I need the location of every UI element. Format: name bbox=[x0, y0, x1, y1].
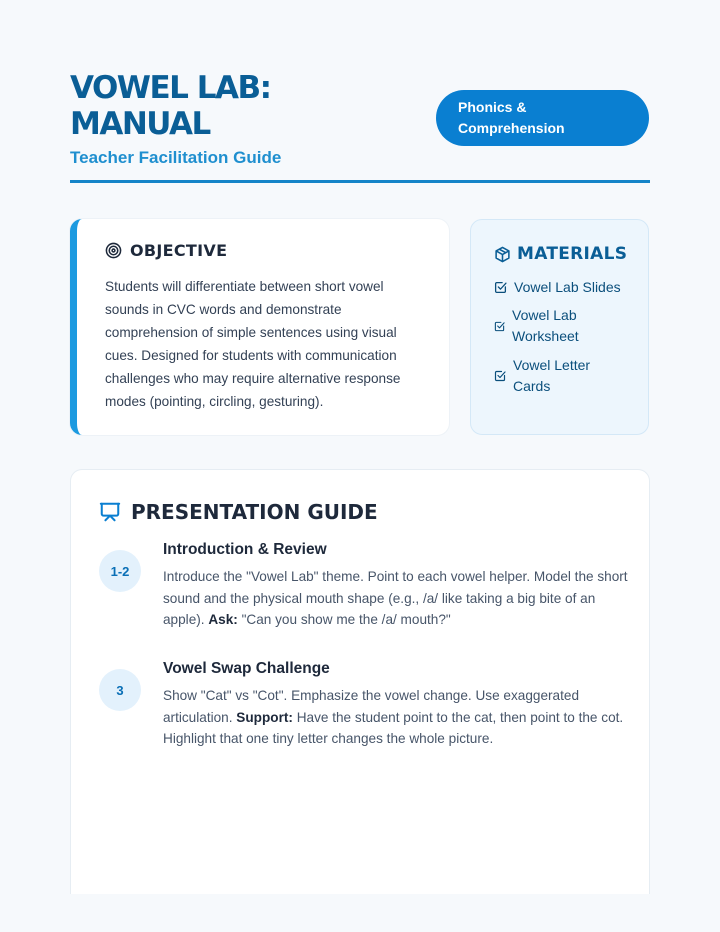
page-subtitle: Teacher Facilitation Guide bbox=[70, 148, 282, 167]
objective-header bbox=[105, 241, 227, 260]
step-number-badge: 3 bbox=[99, 669, 141, 711]
step-emphasis: Support: bbox=[236, 709, 293, 725]
material-item-line-1: Vowel Letter bbox=[513, 357, 591, 373]
material-item-line-1: Vowel Lab bbox=[512, 307, 577, 323]
step-title: Vowel Swap Challenge bbox=[163, 660, 330, 677]
topic-badge bbox=[436, 90, 649, 146]
presentation-guide-heading: PRESENTATION GUIDE bbox=[131, 500, 378, 524]
topic-badge-line-1: Phonics & bbox=[458, 99, 527, 115]
material-item-line-2: Cards bbox=[513, 378, 551, 394]
package-icon bbox=[494, 246, 511, 263]
material-item bbox=[494, 355, 590, 397]
step-description bbox=[163, 685, 629, 750]
objective-text: Students will differentiate between short vowel sounds in CVC words and demonstrate comprehension of simple sentences using visual cues. Designed for students with communication challenges who may require alternative response modes (pointing, circling, gesturing). bbox=[105, 279, 401, 409]
title-line-2: MANUAL bbox=[70, 106, 210, 142]
material-item-label bbox=[512, 305, 579, 347]
title-line-1: VOWEL LAB: bbox=[70, 70, 271, 106]
presentation-icon bbox=[99, 501, 121, 523]
topic-badge-line-2: Comprehension bbox=[458, 120, 565, 136]
materials-heading: MATERIALS bbox=[517, 244, 628, 264]
material-item-label: Vowel Lab Slides bbox=[514, 279, 621, 295]
step-description bbox=[163, 566, 629, 631]
presentation-guide-header bbox=[99, 500, 378, 524]
material-item-line-2: Worksheet bbox=[512, 328, 579, 344]
step-text: Show "Cat" vs "Cot". Emphasize the vowel change. Use exaggerated articulation. bbox=[163, 688, 580, 725]
checkbox-icon bbox=[494, 281, 507, 294]
material-item bbox=[494, 277, 621, 298]
step-text: Have the student point to the cat, then point to the cot. Highlight that one tiny letter changes the whole picture. bbox=[163, 709, 624, 746]
checkbox-icon bbox=[494, 370, 506, 382]
step-number-badge: 1-2 bbox=[99, 550, 141, 592]
materials-card bbox=[470, 219, 649, 435]
step-emphasis: Ask: bbox=[208, 612, 238, 627]
page-title bbox=[70, 70, 370, 142]
step-title: Introduction & Review bbox=[163, 541, 327, 558]
objective-card bbox=[70, 219, 449, 435]
materials-header bbox=[494, 244, 627, 264]
step-text: "Can you show me the /a/ mouth?" bbox=[237, 612, 451, 627]
step-text: Introduce the "Vowel Lab" theme. Point to each vowel helper. Model the short sound and the physical mouth shape (e.g., /a/ like taking a big bite of an apple). bbox=[163, 569, 628, 627]
header-divider bbox=[70, 180, 650, 183]
material-item bbox=[494, 305, 579, 347]
material-item-label bbox=[513, 355, 590, 397]
target-icon bbox=[105, 242, 122, 259]
checkbox-icon bbox=[494, 321, 505, 332]
objective-heading: OBJECTIVE bbox=[130, 241, 228, 260]
presentation-guide-card bbox=[70, 469, 650, 894]
